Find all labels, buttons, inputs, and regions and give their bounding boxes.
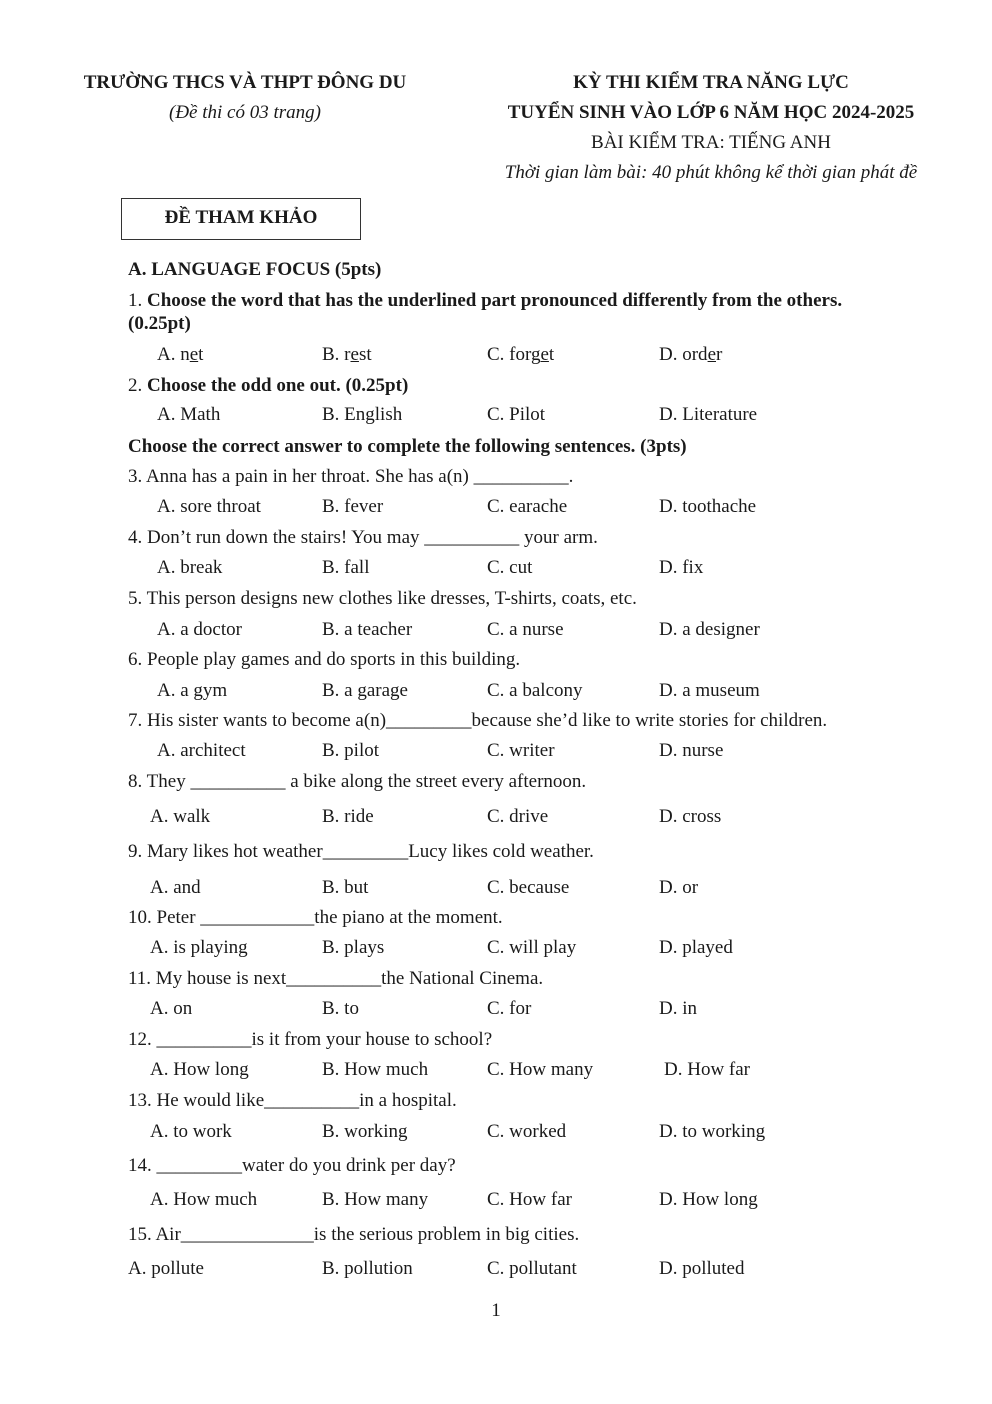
option-d[interactable]: D. order	[659, 344, 723, 365]
option-d[interactable]: D. How far	[664, 1059, 751, 1080]
question-8-options	[0, 806, 992, 832]
option-c[interactable]: C. cut	[487, 557, 533, 578]
option-b[interactable]: B. How much	[322, 1059, 429, 1080]
option-c[interactable]: C. Pilot	[487, 404, 546, 425]
question-3-options	[0, 496, 992, 522]
option-c[interactable]: C. earache	[487, 496, 568, 517]
option-b[interactable]: B. but	[322, 877, 369, 898]
question-5-options	[0, 619, 992, 645]
question-6-options	[0, 680, 992, 706]
question-3-text: 3. Anna has a pain in her throat. She has a(n) __________.	[128, 466, 574, 487]
question-2	[128, 375, 408, 397]
option-d[interactable]: D. in	[659, 998, 697, 1019]
option-c[interactable]: C. because	[487, 877, 570, 898]
question-10-text: 10. Peter ____________the piano at the moment.	[128, 907, 503, 928]
question-15-options	[0, 1258, 992, 1284]
option-a[interactable]: A. How long	[150, 1059, 249, 1080]
question-4-options	[0, 557, 992, 583]
question-1-number: 1.	[128, 290, 147, 311]
option-c[interactable]: C. for	[487, 998, 532, 1019]
question-4-text: 4. Don’t run down the stairs! You may __________ your arm.	[128, 527, 598, 548]
option-a[interactable]: A. and	[150, 877, 201, 898]
question-9-text: 9. Mary likes hot weather_________Lucy likes cold weather.	[128, 841, 594, 862]
question-2-options	[0, 404, 992, 430]
option-c[interactable]: C. a nurse	[487, 619, 564, 640]
question-5-text: 5. This person designs new clothes like dresses, T-shirts, coats, etc.	[128, 588, 637, 609]
question-11-options	[0, 998, 992, 1024]
option-d[interactable]: D. How long	[659, 1189, 758, 1210]
option-b[interactable]: B. fall	[322, 557, 370, 578]
option-d[interactable]: D. Literature	[659, 404, 758, 425]
question-15-text: 15. Air______________is the serious problem in big cities.	[128, 1224, 580, 1245]
option-a[interactable]: A. a doctor	[157, 619, 242, 640]
header-left	[60, 68, 430, 128]
question-7-text: 7. His sister wants to become a(n)_________because she’d like to write stories for children.	[128, 710, 828, 731]
option-b[interactable]: B. pollution	[322, 1258, 413, 1279]
option-a[interactable]: A. on	[150, 998, 193, 1019]
question-2-number: 2.	[128, 375, 147, 396]
option-b[interactable]: B. fever	[322, 496, 384, 517]
option-c[interactable]: C. How many	[487, 1059, 594, 1080]
section-b-title: Choose the correct answer to complete the following sentences. (3pts)	[128, 436, 687, 457]
school-name: TRƯỜNG THCS VÀ THPT ĐÔNG DU	[83, 72, 407, 93]
question-13-text: 13. He would like__________in a hospital.	[128, 1090, 457, 1111]
header-right	[480, 68, 942, 188]
option-b[interactable]: B. English	[322, 404, 403, 425]
question-1-options	[0, 344, 992, 370]
question-9-options	[0, 877, 992, 903]
option-b[interactable]: B. rest	[322, 344, 372, 365]
option-b[interactable]: B. ride	[322, 806, 374, 827]
option-c[interactable]: C. forget	[487, 344, 555, 365]
exam-subject: BÀI KIỂM TRA: TIẾNG ANH	[591, 132, 831, 153]
option-d[interactable]: D. or	[659, 877, 699, 898]
option-c[interactable]: C. a balcony	[487, 680, 583, 701]
option-b[interactable]: B. to	[322, 998, 359, 1019]
option-b[interactable]: B. plays	[322, 937, 385, 958]
option-a[interactable]: A. sore throat	[157, 496, 261, 517]
question-10-options	[0, 937, 992, 963]
option-d[interactable]: D. a designer	[659, 619, 760, 640]
exam-time: Thời gian làm bài: 40 phút không kể thời gian phát đề	[504, 162, 918, 183]
option-b[interactable]: B. How many	[322, 1189, 429, 1210]
question-12-options	[0, 1059, 992, 1085]
question-14-options	[0, 1189, 992, 1215]
option-d[interactable]: D. a museum	[659, 680, 760, 701]
question-1-points: (0.25pt)	[128, 313, 191, 334]
option-c[interactable]: C. How far	[487, 1189, 572, 1210]
option-c[interactable]: C. pollutant	[487, 1258, 577, 1279]
option-c[interactable]: C. will play	[487, 937, 577, 958]
option-a[interactable]: A. How much	[150, 1189, 258, 1210]
option-a[interactable]: A. pollute	[128, 1258, 204, 1279]
option-b[interactable]: B. a teacher	[322, 619, 413, 640]
option-a[interactable]: A. is playing	[150, 937, 248, 958]
option-d[interactable]: D. cross	[659, 806, 722, 827]
pages-note: (Đề thi có 03 trang)	[169, 102, 321, 123]
option-d[interactable]: D. to working	[659, 1121, 766, 1142]
option-a[interactable]: A. break	[157, 557, 223, 578]
option-a[interactable]: A. to work	[150, 1121, 232, 1142]
option-d[interactable]: D. nurse	[659, 740, 724, 761]
question-8-text: 8. They __________ a bike along the street every afternoon.	[128, 771, 587, 792]
question-11-text: 11. My house is next__________the National Cinema.	[128, 968, 544, 989]
option-a[interactable]: A. walk	[150, 806, 211, 827]
option-b[interactable]: B. pilot	[322, 740, 380, 761]
question-1	[128, 290, 842, 312]
section-a-title: A. LANGUAGE FOCUS (5pts)	[128, 259, 382, 280]
option-d[interactable]: D. fix	[659, 557, 704, 578]
option-a[interactable]: A. architect	[157, 740, 246, 761]
exam-title: KỲ THI KIỂM TRA NĂNG LỰC	[573, 72, 849, 93]
question-13-options	[0, 1121, 992, 1147]
reference-label: ĐỀ THAM KHẢO	[121, 198, 361, 240]
question-14-text: 14. _________water do you drink per day?	[128, 1155, 456, 1176]
option-a[interactable]: A. a gym	[157, 680, 228, 701]
option-b[interactable]: B. a garage	[322, 680, 408, 701]
question-2-text: Choose the odd one out. (0.25pt)	[147, 375, 409, 396]
question-6-text: 6. People play games and do sports in this building.	[128, 649, 521, 670]
option-c[interactable]: C. writer	[487, 740, 555, 761]
option-a[interactable]: A. Math	[157, 404, 221, 425]
page-number: 1	[491, 1300, 501, 1321]
question-12-text: 12. __________is it from your house to school?	[128, 1029, 493, 1050]
question-7-options	[0, 740, 992, 766]
option-b[interactable]: B. working	[322, 1121, 408, 1142]
option-d[interactable]: D. polluted	[659, 1258, 745, 1279]
option-c[interactable]: C. worked	[487, 1121, 567, 1142]
question-1-text: Choose the word that has the underlined part pronounced differently from the others.	[147, 290, 843, 311]
exam-subtitle: TUYỂN SINH VÀO LỚP 6 NĂM HỌC 2024-2025	[507, 102, 915, 123]
option-a[interactable]: A. net	[157, 344, 204, 365]
option-d[interactable]: D. toothache	[659, 496, 757, 517]
option-c[interactable]: C. drive	[487, 806, 549, 827]
option-d[interactable]: D. played	[659, 937, 733, 958]
